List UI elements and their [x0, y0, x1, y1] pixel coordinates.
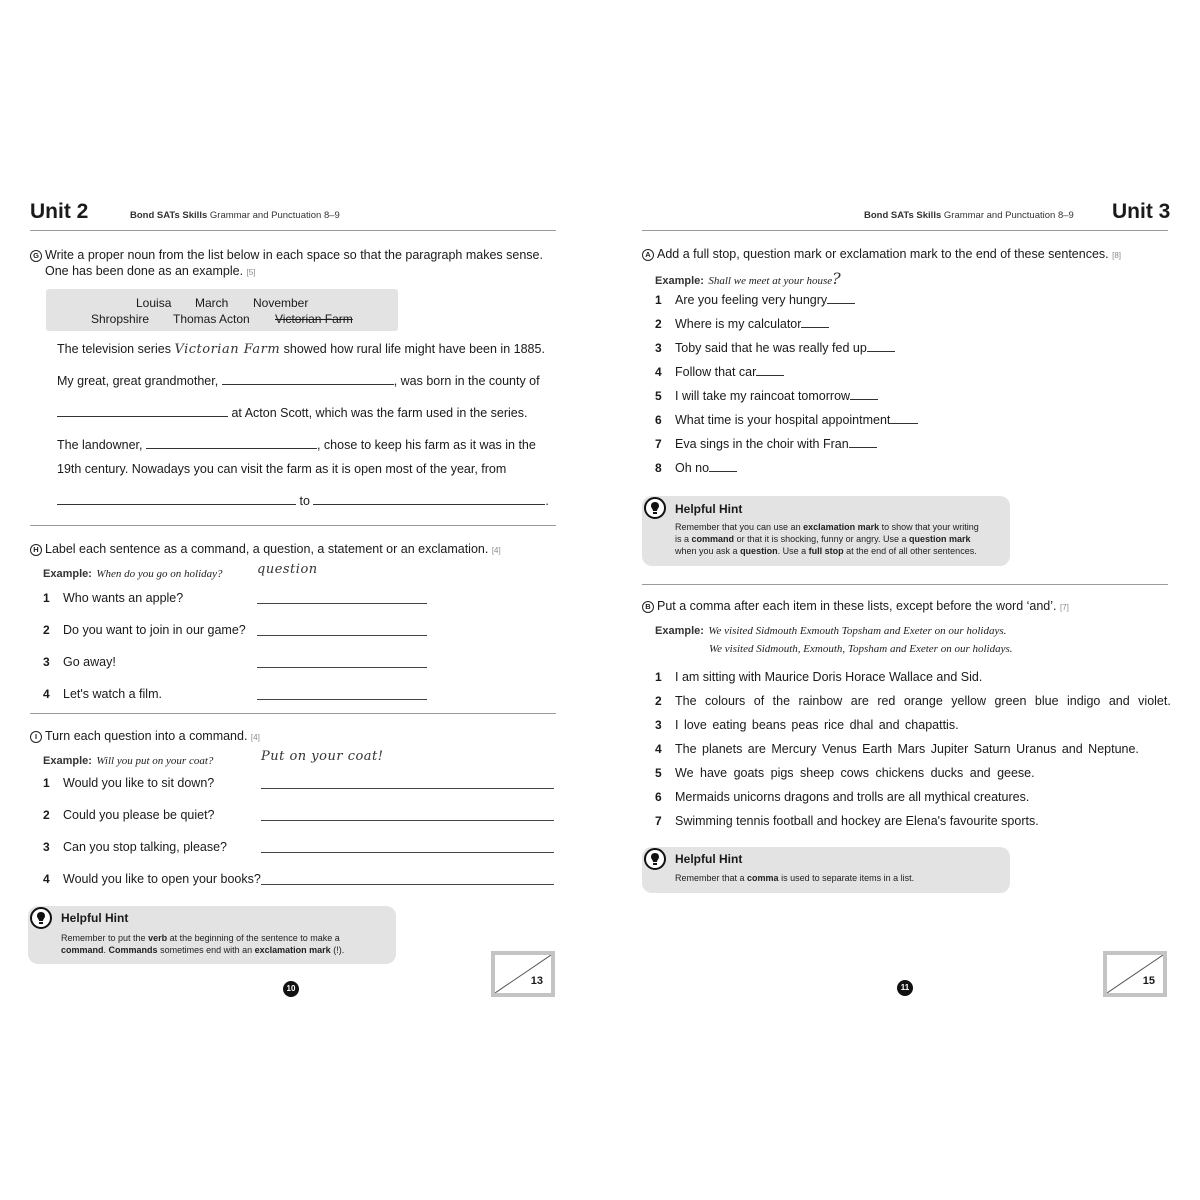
marks-badge: [5]: [246, 268, 256, 277]
series-subject: Grammar and Punctuation 8–9: [209, 210, 340, 221]
section-letter-a: A: [642, 249, 654, 261]
list-item: [655, 461, 737, 475]
item-number: 6: [655, 790, 662, 804]
answer-blank-5[interactable]: [313, 495, 545, 505]
marks-badge: [8]: [1112, 251, 1122, 260]
paragraph-line-4: [57, 438, 536, 452]
item-text: Swimming tennis football and hockey are Elena's favourite sports.: [675, 814, 1039, 828]
instruction-text: Add a full stop, question mark or exclamation mark to the end of these sentences.: [657, 247, 1109, 261]
para-text: showed how rural life might have been in 1885.: [283, 342, 545, 356]
example-answer: question: [257, 562, 318, 577]
list-item: [655, 341, 895, 355]
hint-term: command: [691, 534, 735, 544]
example-answer: Put on your coat!: [261, 749, 384, 764]
list-item: [655, 670, 1010, 684]
answer-blank[interactable]: [709, 462, 737, 472]
item-number: 4: [43, 872, 50, 886]
series-title-right: [864, 210, 1074, 221]
item-number: 1: [43, 776, 50, 790]
lightbulb-icon: [644, 848, 666, 870]
example-text: Will you put on your coat?: [96, 755, 214, 767]
list-item: [655, 790, 1029, 804]
hint-term: verb: [148, 933, 168, 943]
hint-term: question mark: [909, 534, 971, 544]
instruction-text: Turn each question into a command.: [45, 729, 248, 743]
item-text: Do you want to join in our game?: [63, 623, 246, 637]
item-number: 3: [43, 655, 50, 669]
item-text: Can you stop talking, please?: [63, 840, 227, 854]
hint-text: Remember that a: [675, 873, 745, 883]
series-title-left: [130, 210, 340, 221]
marks-badge: [4]: [491, 546, 501, 555]
example-label: Example:: [655, 275, 704, 287]
answer-blank[interactable]: [827, 294, 855, 304]
para-text: .: [545, 494, 549, 508]
section-a-instruction: [642, 247, 1121, 261]
score-total: 15: [1142, 975, 1155, 987]
item-number: 7: [655, 437, 662, 451]
hint-term: exclamation mark: [803, 522, 880, 532]
unit-3-title: Unit 3: [1112, 200, 1171, 223]
hint-body: [61, 932, 391, 956]
list-item: [43, 655, 116, 669]
para-text: The television series: [57, 342, 171, 356]
word-victorian-farm-used: Victorian Farm: [275, 312, 353, 326]
list-item: [655, 437, 877, 451]
section-i-instruction: [30, 729, 260, 743]
section-a-example: [655, 269, 841, 289]
list-item: [655, 694, 1171, 708]
hint-title: Helpful Hint: [675, 852, 743, 866]
marks-badge: [4]: [250, 733, 260, 742]
series-subject: Grammar and Punctuation 8–9: [943, 210, 1074, 221]
para-text: My great, great grandmother,: [57, 374, 219, 388]
answer-line[interactable]: [261, 884, 554, 885]
marks-badge: [7]: [1060, 603, 1069, 612]
word-march: March: [195, 296, 229, 310]
list-item: [655, 317, 829, 331]
item-text: Follow that car: [675, 365, 757, 379]
hint-term: Commands: [108, 945, 158, 955]
hint-body: [675, 872, 1005, 884]
hint-text: to show that your writing: [881, 522, 979, 532]
lightbulb-icon: [30, 907, 52, 929]
section-b-example: [655, 621, 1006, 639]
item-number: 2: [655, 317, 662, 331]
answer-blank-1[interactable]: [222, 375, 394, 385]
item-text: Go away!: [63, 655, 116, 669]
paragraph-line-6: [57, 494, 549, 508]
item-number: 2: [655, 694, 662, 708]
item-text: Oh no: [675, 461, 710, 475]
para-text: at Acton Scott, which was the farm used in the series.: [231, 406, 528, 420]
para-text: The landowner,: [57, 438, 143, 452]
hint-text: at the beginning of the sentence to make a: [169, 933, 340, 943]
answer-blank-4[interactable]: [57, 495, 296, 505]
item-text: Where is my calculator: [675, 317, 802, 331]
answer-blank[interactable]: [890, 414, 918, 424]
instruction-text: Put a comma after each item in these lists, except before the word ‘and’.: [657, 599, 1057, 613]
hint-text: Remember to put the: [61, 933, 146, 943]
item-text: Would you like to open your books?: [63, 872, 261, 886]
section-divider: [30, 713, 556, 714]
para-text: , was born in the county of: [393, 374, 540, 388]
paragraph-line-2: [57, 374, 540, 388]
item-text: I will take my raincoat tomorrow: [675, 389, 851, 403]
instruction-text: Label each sentence as a command, a question, a statement or an exclamation.: [45, 542, 489, 556]
item-number: 4: [655, 365, 662, 379]
hint-text: is a: [675, 534, 690, 544]
header-rule-left: [30, 230, 556, 231]
list-item: [43, 872, 261, 886]
item-number: 1: [655, 293, 662, 307]
hint-text: when you ask a: [675, 546, 738, 556]
hint-text: or that it is shocking, funny or angry. Use a: [736, 534, 907, 544]
item-number: 4: [655, 742, 662, 756]
item-text: Mermaids unicorns dragons and trolls are all mythical creatures.: [675, 790, 1030, 804]
hint-term: full stop: [808, 546, 844, 556]
item-number: 6: [655, 413, 662, 427]
hint-text: .: [103, 945, 107, 955]
item-number: 2: [43, 623, 50, 637]
hint-text: sometimes end with an: [160, 945, 253, 955]
section-letter-g: G: [30, 250, 42, 262]
example-label: Example:: [655, 625, 704, 637]
handwritten-answer: Victorian Farm: [174, 342, 281, 357]
item-text: Could you please be quiet?: [63, 808, 215, 822]
section-g-instruction-2: [45, 264, 255, 278]
header-rule-right: [642, 230, 1168, 231]
item-text: The colours of the rainbow are red orange yellow green blue indigo and violet.: [675, 694, 1171, 708]
hint-term: exclamation mark: [254, 945, 331, 955]
section-letter-h: H: [30, 544, 42, 556]
list-item: [43, 776, 214, 790]
example-text: Shall we meet at your house: [708, 275, 833, 287]
hint-text: . Use a: [777, 546, 807, 556]
answer-line[interactable]: [257, 667, 427, 668]
item-text: Are you feeling very hungry: [675, 293, 828, 307]
list-item: [655, 742, 1139, 756]
para-text: , chose to keep his farm as it was in the: [316, 438, 536, 452]
answer-line[interactable]: [257, 635, 427, 636]
item-text: Toby said that he was really fed up: [675, 341, 867, 355]
section-letter-b: B: [642, 601, 654, 613]
answer-line[interactable]: [261, 820, 554, 821]
instruction-text: Write a proper noun from the list below in each space so that the paragraph makes sense.: [45, 248, 543, 262]
section-b-instruction: [642, 599, 1069, 613]
hint-text: (!).: [333, 945, 345, 955]
section-divider: [30, 525, 556, 526]
hint-body: [675, 521, 1005, 557]
word-november: November: [253, 296, 309, 310]
item-number: 1: [43, 591, 50, 605]
list-item: [43, 687, 162, 701]
score-total: 13: [530, 975, 543, 987]
item-number: 1: [655, 670, 662, 684]
list-item: [655, 718, 959, 732]
score-box-right: [1103, 951, 1167, 997]
item-text: I am sitting with Maurice Doris Horace Wallace and Sid.: [675, 670, 983, 684]
list-item: [655, 365, 784, 379]
item-text: Let's watch a film.: [63, 687, 162, 701]
word-thomas-acton: Thomas Acton: [173, 312, 250, 326]
answer-blank-2[interactable]: [57, 407, 228, 417]
answer-line[interactable]: [261, 788, 554, 789]
example-answer: ?: [832, 269, 842, 288]
paragraph-line-3: [57, 406, 527, 420]
series-brand: Bond SATs Skills: [130, 210, 208, 221]
item-number: 4: [43, 687, 50, 701]
item-number: 7: [655, 814, 662, 828]
word-shropshire: Shropshire: [91, 312, 150, 326]
item-text: What time is your hospital appointment: [675, 413, 891, 427]
list-item: [655, 293, 855, 307]
answer-line[interactable]: [257, 603, 427, 604]
list-item: [43, 623, 246, 637]
section-letter-i: I: [30, 731, 42, 743]
answer-blank[interactable]: [850, 390, 878, 400]
hint-text: is used to separate items in a list.: [781, 873, 915, 883]
item-text: Would you like to sit down?: [63, 776, 215, 790]
paragraph-line-1: [57, 342, 545, 357]
list-item: [43, 808, 215, 822]
section-divider: [642, 584, 1168, 585]
item-text: I love eating beans peas rice dhal and chapattis.: [675, 718, 959, 732]
item-number: 5: [655, 389, 662, 403]
item-number: 2: [43, 808, 50, 822]
answer-blank-3[interactable]: [146, 439, 317, 449]
paragraph-line-5: 19th century. Nowadays you can visit the farm as it is open most of the year, from: [57, 462, 507, 476]
page-number-left: 10: [283, 981, 299, 997]
word-louisa: Louisa: [136, 296, 172, 310]
hint-text: Remember that you can use an: [675, 522, 801, 532]
hint-term: comma: [747, 873, 779, 883]
answer-line[interactable]: [257, 699, 427, 700]
item-number: 8: [655, 461, 662, 475]
instruction-text: One has been done as an example.: [45, 264, 244, 278]
answer-blank[interactable]: [867, 342, 895, 352]
answer-blank[interactable]: [801, 318, 829, 328]
list-item: [43, 840, 227, 854]
list-item: [655, 389, 878, 403]
hint-term: command: [61, 945, 104, 955]
item-text: Eva sings in the choir with Fran: [675, 437, 849, 451]
example-answer: We visited Sidmouth, Exmouth, Topsham and Exeter on our holidays.: [709, 643, 1013, 655]
item-text: We have goats pigs sheep cows chickens ducks and geese.: [675, 766, 1035, 780]
item-number: 3: [655, 341, 662, 355]
score-box-left: [491, 951, 555, 997]
list-item: [655, 413, 918, 427]
lightbulb-icon: [644, 497, 666, 519]
item-number: 5: [655, 766, 662, 780]
section-i-example: [43, 751, 213, 769]
section-h-example: [43, 564, 223, 582]
hint-text: at the end of all other sentences.: [846, 546, 977, 556]
list-item: [43, 591, 183, 605]
hint-term: question: [740, 546, 778, 556]
hint-title: Helpful Hint: [675, 502, 743, 516]
list-item: [655, 766, 1035, 780]
example-text: When do you go on holiday?: [96, 568, 223, 580]
answer-blank[interactable]: [849, 438, 877, 448]
section-g-instruction: [30, 248, 543, 262]
answer-blank[interactable]: [756, 366, 784, 376]
example-label: Example:: [43, 568, 92, 580]
item-text: The planets are Mercury Venus Earth Mars Jupiter Saturn Uranus and Neptune.: [675, 742, 1139, 756]
answer-line[interactable]: [261, 852, 554, 853]
page-number-right: 11: [897, 980, 913, 996]
example-text: We visited Sidmouth Exmouth Topsham and Exeter on our holidays.: [708, 625, 1007, 637]
item-text: Who wants an apple?: [63, 591, 184, 605]
para-text: to: [299, 494, 310, 508]
hint-title: Helpful Hint: [61, 911, 129, 925]
item-number: 3: [655, 718, 662, 732]
item-number: 3: [43, 840, 50, 854]
unit-2-title: Unit 2: [30, 200, 89, 223]
series-brand: Bond SATs Skills: [864, 210, 942, 221]
section-h-instruction: [30, 542, 501, 556]
example-label: Example:: [43, 755, 92, 767]
list-item: [655, 814, 1039, 828]
